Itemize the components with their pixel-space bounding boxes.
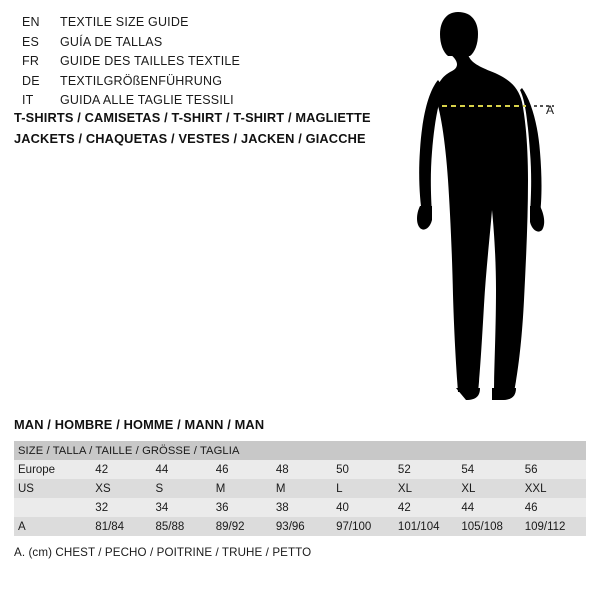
cell: S bbox=[154, 479, 214, 498]
cell: 40 bbox=[334, 498, 396, 517]
row-label-blank bbox=[14, 498, 93, 517]
language-row bbox=[22, 35, 382, 55]
cell: 101/104 bbox=[396, 517, 459, 536]
cell: 93/96 bbox=[274, 517, 334, 536]
language-title: GUIDA ALLE TAGLIE TESSILI bbox=[60, 93, 234, 107]
language-row bbox=[22, 54, 382, 74]
cell: 105/108 bbox=[459, 517, 522, 536]
cell: 42 bbox=[396, 498, 459, 517]
cell: XS bbox=[93, 479, 153, 498]
cell: 85/88 bbox=[154, 517, 214, 536]
cell: M bbox=[274, 479, 334, 498]
category-jackets: JACKETS / CHAQUETAS / VESTES / JACKEN / GIACCHE bbox=[14, 131, 366, 146]
measure-label-a: A bbox=[546, 103, 555, 117]
cell: M bbox=[214, 479, 274, 498]
language-row bbox=[22, 15, 382, 35]
table-row bbox=[14, 517, 586, 536]
row-label-a: A bbox=[14, 517, 93, 536]
cell: 46 bbox=[523, 498, 586, 517]
cell: 32 bbox=[93, 498, 153, 517]
table-row bbox=[14, 498, 586, 517]
cell: 56 bbox=[523, 460, 586, 479]
male-figure-illustration bbox=[398, 10, 588, 400]
cell: 38 bbox=[274, 498, 334, 517]
cell: 48 bbox=[274, 460, 334, 479]
cell: L bbox=[334, 479, 396, 498]
cell: 109/112 bbox=[523, 517, 586, 536]
cell: 44 bbox=[154, 460, 214, 479]
cell: 34 bbox=[154, 498, 214, 517]
cell: 44 bbox=[459, 498, 522, 517]
table-row bbox=[14, 460, 586, 479]
language-row bbox=[22, 74, 382, 94]
cell: 46 bbox=[214, 460, 274, 479]
table-row bbox=[14, 479, 586, 498]
cell: 36 bbox=[214, 498, 274, 517]
footnote: A. (cm) CHEST / PECHO / POITRINE / TRUHE / PETTO bbox=[14, 546, 312, 559]
table-header-row bbox=[14, 441, 586, 460]
row-label-us: US bbox=[14, 479, 93, 498]
man-section-heading: MAN / HOMBRE / HOMME / MANN / MAN bbox=[14, 417, 265, 432]
cell: 89/92 bbox=[214, 517, 274, 536]
size-table bbox=[14, 441, 586, 536]
cell: XL bbox=[459, 479, 522, 498]
language-title: TEXTILE SIZE GUIDE bbox=[60, 15, 189, 29]
row-label-europe: Europe bbox=[14, 460, 93, 479]
language-code: DE bbox=[22, 73, 40, 88]
language-code: FR bbox=[22, 54, 40, 68]
cell: 97/100 bbox=[334, 517, 396, 536]
category-list bbox=[14, 110, 434, 152]
cell: 81/84 bbox=[93, 517, 153, 536]
language-title: GUIDE DES TAILLES TEXTILE bbox=[60, 54, 241, 68]
cell: 42 bbox=[93, 460, 153, 479]
cell: 52 bbox=[396, 460, 459, 479]
language-title: GUÍA DE TALLAS bbox=[60, 34, 163, 49]
table-header-label: SIZE / TALLA / TAILLE / GRÖSSE / TAGLIA bbox=[14, 441, 586, 460]
cell: 54 bbox=[459, 460, 522, 479]
language-code: IT bbox=[22, 93, 34, 107]
language-code: ES bbox=[22, 34, 40, 49]
language-title: TEXTILGRÖßENFÜHRUNG bbox=[60, 73, 223, 88]
cell: XXL bbox=[523, 479, 586, 498]
language-code: EN bbox=[22, 15, 40, 29]
cell: 50 bbox=[334, 460, 396, 479]
cell: XL bbox=[396, 479, 459, 498]
category-tshirts: T-SHIRTS / CAMISETAS / T-SHIRT / T-SHIRT / MAGLIETTE bbox=[14, 110, 371, 125]
language-list bbox=[22, 15, 382, 113]
